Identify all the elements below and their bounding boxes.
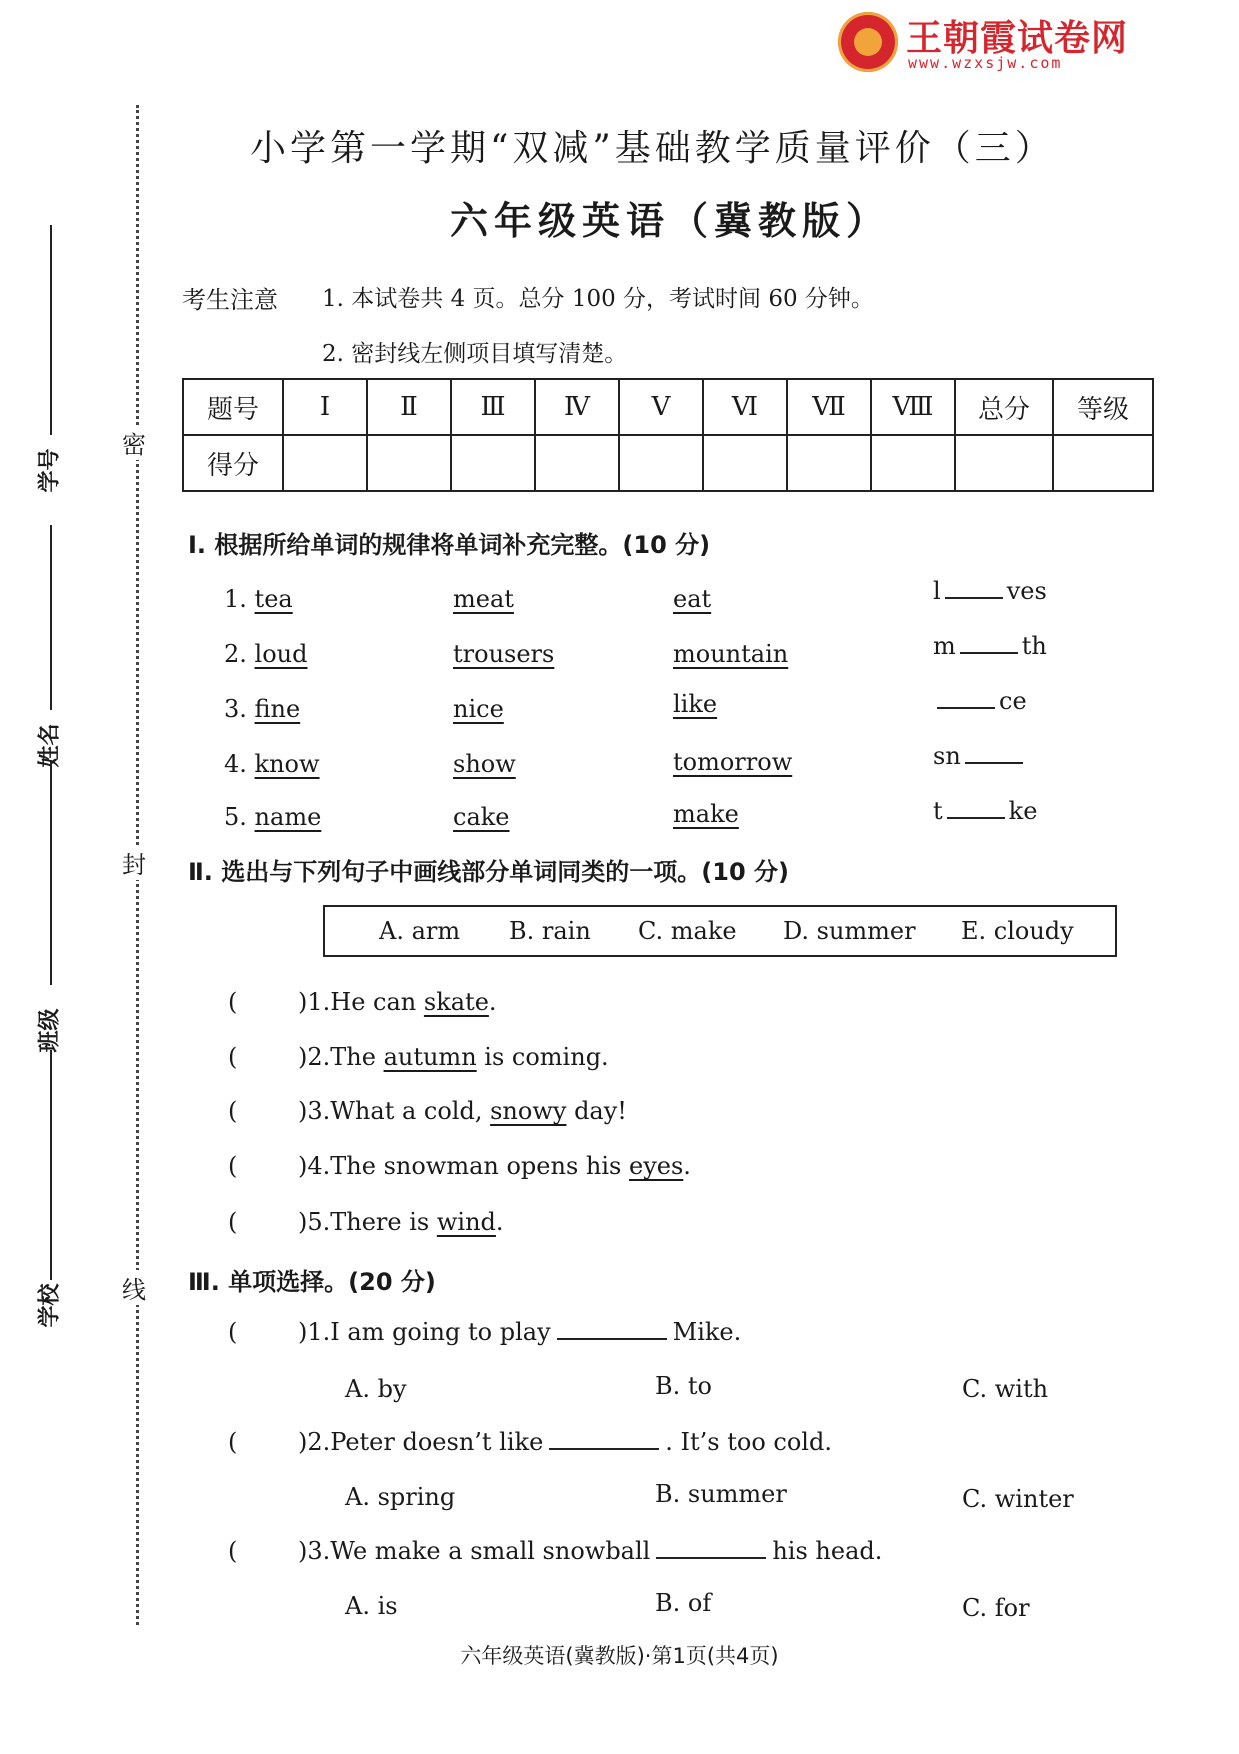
underlined-word: wind: [436, 1208, 496, 1236]
prefix: l: [933, 577, 941, 605]
score-cell[interactable]: [955, 435, 1053, 491]
word-2: nice: [453, 695, 504, 723]
name-label: 姓名: [37, 723, 63, 768]
choice-a[interactable]: A. by: [345, 1375, 407, 1403]
suffix: th: [1021, 632, 1047, 660]
fill-blank[interactable]: [965, 762, 1023, 764]
word-2: trousers: [453, 640, 555, 668]
underlined-word: autumn: [383, 1043, 477, 1071]
underlined-word: skate: [423, 988, 489, 1016]
choice-c[interactable]: C. for: [962, 1594, 1030, 1622]
class-line: [50, 760, 52, 985]
suffix: ves: [1006, 577, 1047, 605]
exam-title: 小学第一学期“双减”基础教学质量评价（三）: [250, 128, 1055, 169]
section2-question-4: ( )4.The snowman opens his eyes.: [228, 1152, 691, 1180]
section2-question-3: ( )3.What a cold, snowy day!: [228, 1097, 627, 1125]
item-number: 3.: [224, 695, 247, 723]
seal-char-feng: 封: [122, 845, 146, 880]
score-cell[interactable]: [367, 435, 451, 491]
seal-char-mi: 密: [122, 425, 146, 460]
item-number: 2.: [224, 640, 247, 668]
score-cell[interactable]: [283, 435, 367, 491]
score-cell[interactable]: [619, 435, 703, 491]
fill-blank[interactable]: [937, 707, 995, 709]
answer-paren[interactable]: (: [228, 988, 238, 1016]
score-header-cell: 题号: [183, 379, 283, 435]
class-label: 班级: [37, 1008, 63, 1053]
answer-blank[interactable]: [549, 1448, 659, 1450]
section3-question-3: ( )3.We make a small snowball his head.: [228, 1537, 883, 1565]
choice-b[interactable]: B. of: [655, 1589, 712, 1617]
student-id-line: [50, 225, 52, 435]
word-3: tomorrow: [673, 748, 793, 776]
score-header-cell: Ⅶ: [787, 379, 871, 435]
choice-c[interactable]: C. with: [962, 1375, 1049, 1403]
word-2: cake: [453, 803, 510, 831]
option-a: A. arm: [379, 917, 461, 945]
fill-blank[interactable]: [947, 817, 1005, 819]
score-cell[interactable]: [1053, 435, 1153, 491]
item-number: 5.: [224, 803, 247, 831]
fill-blank[interactable]: [945, 597, 1003, 599]
score-header-cell: Ⅳ: [535, 379, 619, 435]
section1-title: Ⅰ. 根据所给单词的规律将单词补充完整。(10 分): [188, 531, 711, 559]
underlined-word: snowy: [490, 1097, 567, 1125]
section2-question-5: ( )5.There is wind.: [228, 1208, 504, 1236]
score-header-cell: Ⅲ: [451, 379, 535, 435]
underlined-word: eyes: [628, 1152, 684, 1180]
option-b: B. rain: [509, 917, 591, 945]
section3-title: Ⅲ. 单项选择。(20 分): [188, 1268, 436, 1296]
score-table-score-row: [183, 435, 1153, 491]
suffix: ce: [999, 687, 1027, 715]
section2-title: Ⅱ. 选出与下列句子中画线部分单词同类的一项。(10 分): [188, 858, 789, 886]
option-d: D. summer: [783, 917, 916, 945]
score-cell[interactable]: [703, 435, 787, 491]
logo-url: www.wzxsjw.com: [908, 54, 1063, 72]
section3-question-1: ( )1.I am going to play Mike.: [228, 1318, 742, 1346]
section3-question-2: ( )2.Peter doesn’t like . It’s too cold.: [228, 1428, 832, 1456]
logo-name: 王朝霞试卷网: [906, 18, 1129, 59]
score-cell[interactable]: [871, 435, 955, 491]
answer-blank[interactable]: [656, 1557, 766, 1559]
score-row-label: 得分: [183, 435, 283, 491]
notice-item-2: 2. 密封线左侧项目填写清楚。: [322, 341, 628, 367]
word-1: name: [254, 803, 322, 831]
score-header-cell: 总分: [955, 379, 1053, 435]
suffix: ke: [1008, 797, 1038, 825]
score-header-cell: 等级: [1053, 379, 1153, 435]
seal-char-xian: 线: [122, 1270, 146, 1305]
page-footer: 六年级英语(冀教版)·第1页(共4页): [460, 1644, 779, 1668]
score-cell[interactable]: [787, 435, 871, 491]
answer-paren[interactable]: (: [228, 1428, 238, 1456]
choice-b[interactable]: B. summer: [655, 1480, 787, 1508]
answer-paren[interactable]: (: [228, 1208, 238, 1236]
word-3: like: [673, 690, 718, 718]
item-number: 1.: [224, 585, 247, 613]
word-3: eat: [673, 585, 712, 613]
score-table-header-row: [183, 379, 1153, 435]
logo-seal-icon: [838, 12, 898, 72]
score-cell[interactable]: [451, 435, 535, 491]
answer-paren[interactable]: (: [228, 1537, 238, 1565]
score-cell[interactable]: [535, 435, 619, 491]
answer-paren[interactable]: (: [228, 1318, 238, 1346]
section2-question-1: ( )1.He can skate.: [228, 988, 497, 1016]
choice-c[interactable]: C. winter: [962, 1485, 1074, 1513]
exam-subtitle: 六年级英语（冀教版）: [450, 198, 891, 243]
choice-b[interactable]: B. to: [655, 1372, 712, 1400]
section2-question-2: ( )2.The autumn is coming.: [228, 1043, 609, 1071]
word-1: know: [254, 750, 320, 778]
word-1: fine: [254, 695, 301, 723]
word-2: show: [453, 750, 516, 778]
item-number: 4.: [224, 750, 247, 778]
school-label: 学校: [37, 1283, 63, 1328]
prefix: t: [933, 797, 943, 825]
notice-item-1: 1. 本试卷共 4 页。总分 100 分，考试时间 60 分钟。: [322, 286, 874, 312]
school-line: [50, 1050, 52, 1280]
score-header-cell: Ⅴ: [619, 379, 703, 435]
answer-blank[interactable]: [557, 1338, 667, 1340]
fill-blank[interactable]: [960, 652, 1018, 654]
name-line: [50, 525, 52, 710]
answer-paren[interactable]: (: [228, 1152, 238, 1180]
score-header-cell: Ⅰ: [283, 379, 367, 435]
answer-paren[interactable]: (: [228, 1043, 238, 1071]
notice-label: 考生注意: [182, 286, 278, 314]
word-1: tea: [254, 585, 293, 613]
score-header-cell: Ⅵ: [703, 379, 787, 435]
prefix: sn: [933, 742, 961, 770]
word-1: loud: [254, 640, 308, 668]
choice-a[interactable]: A. spring: [345, 1483, 456, 1511]
score-header-cell: Ⅱ: [367, 379, 451, 435]
prefix: m: [933, 632, 956, 660]
option-c: C. make: [638, 917, 737, 945]
option-e: E. cloudy: [961, 917, 1074, 945]
word-3: mountain: [673, 640, 789, 668]
score-table: [182, 378, 1154, 492]
student-id-label: 学号: [37, 448, 63, 493]
option-box: [323, 905, 1117, 957]
word-2: meat: [453, 585, 514, 613]
word-3: make: [673, 800, 739, 828]
answer-paren[interactable]: (: [228, 1097, 238, 1125]
score-header-cell: Ⅷ: [871, 379, 955, 435]
choice-a[interactable]: A. is: [345, 1592, 398, 1620]
logo: [838, 10, 1158, 76]
